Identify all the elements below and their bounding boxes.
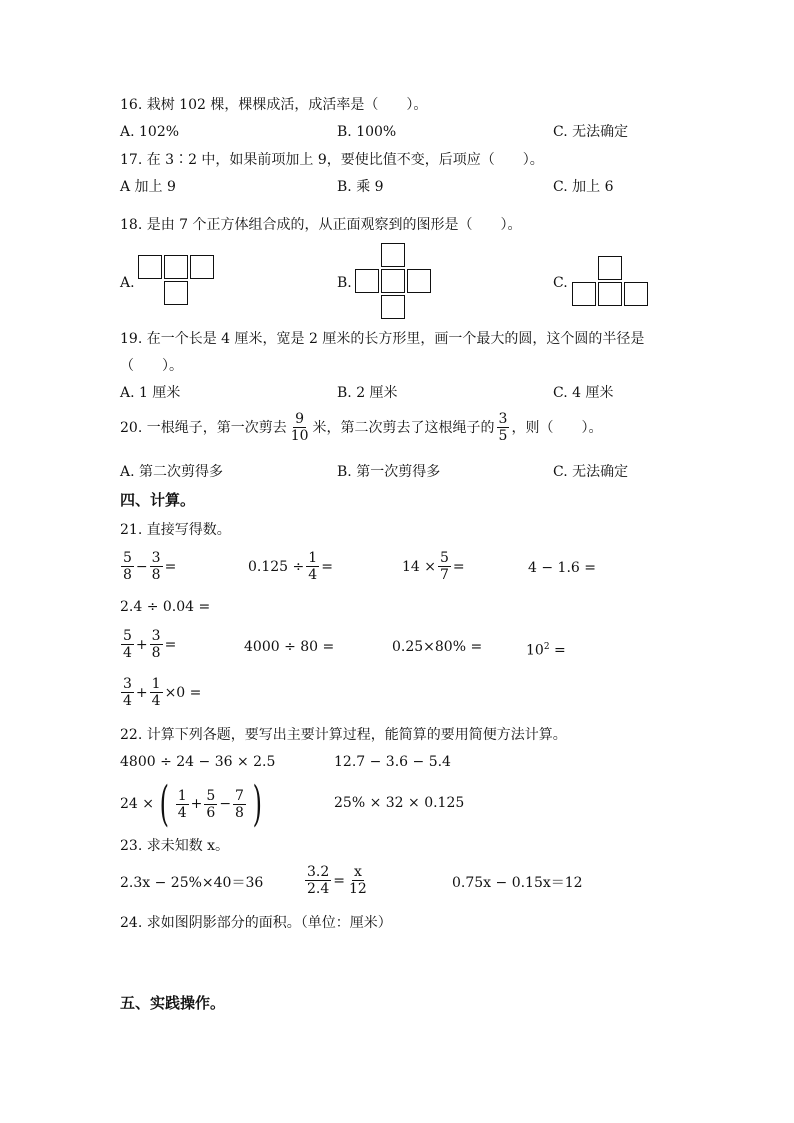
fraction (121, 676, 134, 709)
denominator: 10 (290, 428, 309, 444)
q20-text-pre: 20. 一根绳子，第一次剪去 (120, 419, 287, 436)
equals: = (164, 636, 177, 653)
q21-expr-6 (120, 628, 176, 661)
numerator: 1 (308, 550, 318, 566)
denominator: 4 (308, 567, 318, 583)
numerator: 1 (151, 676, 161, 692)
power-exponent: 2 (543, 642, 550, 652)
q21-stem: 21. 直接写得数。 (120, 522, 231, 538)
q20-text-mid: 米，第二次剪去了这根绳子的 (312, 419, 495, 436)
q18-stem: 18. 是由 7 个正方体组合成的，从正面观察到的图形是（ ）。 (120, 217, 522, 233)
numerator: 1 (177, 787, 187, 804)
denominator: 2.4 (307, 881, 330, 897)
fraction (150, 628, 163, 661)
equals: = (549, 642, 566, 659)
q19-stem: 19. 在一个长是 4 厘米，宽是 2 厘米的长方形里，画一个最大的圆，这个圆的半径是 (120, 331, 645, 347)
numerator: 3 (151, 628, 161, 644)
numerator: 3.2 (307, 864, 330, 880)
numerator: 5 (123, 628, 132, 644)
square-cell (407, 269, 431, 293)
q21-expr-1 (120, 550, 176, 583)
numerator: 3 (151, 550, 161, 566)
square-cell (164, 255, 188, 279)
q22-expr-2: 12.7 − 3.6 − 5.4 (334, 754, 451, 770)
q22-expr-4: 25% × 32 × 0.125 (334, 795, 465, 811)
denominator: 4 (123, 693, 132, 709)
q16-stem: 16. 栽树 102 棵，棵棵成活，成活率是（ ）。 (120, 97, 428, 113)
q18-figure-b (355, 243, 435, 321)
q20-option-a: A. 第二次剪得多 (120, 464, 224, 480)
denominator: 4 (123, 645, 132, 661)
q21-expr-5: 2.4 ÷ 0.04 = (120, 599, 211, 615)
equals: = (321, 558, 333, 575)
q19-option-a: A. 1 厘米 (120, 385, 181, 401)
denominator: 8 (123, 567, 132, 583)
square-cell (381, 269, 405, 293)
q17-option-b: B. 乘 9 (337, 179, 384, 195)
q23-stem: 23. 求未知数 x。 (120, 838, 230, 854)
equals: = (452, 558, 465, 575)
q21-expr-4: 4 − 1.6 = (528, 560, 596, 576)
square-cell (355, 269, 379, 293)
q18-figure-a (138, 255, 218, 307)
numerator: 7 (235, 787, 244, 804)
right-paren: ) (252, 776, 263, 832)
fraction (289, 411, 311, 444)
numerator: 5 (123, 550, 132, 566)
fraction (438, 550, 451, 583)
section-heading-4: 四、计算。 (120, 491, 196, 509)
square-cell (624, 282, 648, 306)
square-cell (572, 282, 596, 306)
equals: = (333, 872, 345, 889)
left-paren: ( (159, 776, 170, 832)
fraction (306, 550, 319, 583)
q20-stem (120, 411, 602, 444)
q19-stem-continued: （ ）。 (120, 358, 183, 374)
numerator: x (353, 864, 362, 880)
q18-option-a: A. (120, 275, 135, 291)
fraction (176, 788, 189, 821)
denominator: 8 (151, 567, 161, 583)
q23-eq-1: 2.3x − 25%×40＝36 (120, 875, 264, 891)
expr-prefix: 0.125 ÷ (248, 558, 305, 575)
expr-tail: ×0 = (164, 684, 202, 701)
q20-text-post: ，则（ ）。 (511, 419, 603, 436)
denominator: 5 (498, 428, 508, 444)
q24-stem: 24. 求如图阴影部分的面积。（单位：厘米） (120, 915, 392, 931)
q17-stem: 17. 在 3∶2 中，如果前项加上 9，要使比值不变，后项应（ ）。 (120, 152, 544, 168)
denominator: 6 (206, 804, 216, 821)
numerator: 5 (440, 550, 449, 566)
square-cell (381, 295, 405, 319)
q23-eq-2 (304, 864, 370, 897)
expr-prefix: 14 × (402, 558, 436, 575)
q19-option-b: B. 2 厘米 (337, 385, 398, 401)
q23-eq-3: 0.75x − 0.15x＝12 (452, 875, 583, 891)
operator: + (135, 684, 148, 701)
fraction (497, 411, 510, 444)
fraction (204, 788, 217, 821)
q16-option-c: C. 无法确定 (553, 124, 629, 140)
fraction (347, 864, 369, 897)
fraction (233, 788, 246, 821)
fraction (121, 550, 134, 583)
q17-option-a: A 加上 9 (120, 179, 176, 195)
q22-expr-1: 4800 ÷ 24 − 36 × 2.5 (120, 754, 276, 770)
q18-figure-c (572, 256, 652, 308)
q21-expr-3 (402, 550, 465, 583)
fraction (121, 628, 134, 661)
numerator: 3 (123, 676, 132, 692)
numerator: 5 (206, 787, 216, 804)
q21-expr-7: 4000 ÷ 80 = (244, 639, 335, 655)
square-cell (381, 243, 405, 267)
q16-option-b: B. 100% (337, 124, 397, 140)
q18-option-b: B. (337, 275, 352, 291)
operator: − (135, 558, 148, 575)
denominator: 8 (151, 645, 161, 661)
numerator: 3 (498, 411, 508, 427)
operator: − (219, 796, 232, 812)
fraction (305, 864, 331, 897)
q21-expr-9 (526, 638, 566, 660)
denominator: 7 (440, 567, 449, 583)
square-cell (190, 255, 214, 279)
q18-option-c: C. (553, 275, 568, 291)
operator: + (135, 636, 148, 653)
expr-prefix: 24 × (120, 796, 154, 812)
q21-expr-8: 0.25×80% = (392, 639, 483, 655)
q22-stem: 22. 计算下列各题，要写出主要计算过程，能简算的要用简便方法计算。 (120, 727, 567, 743)
square-cell (138, 255, 162, 279)
q21-expr-2 (248, 550, 333, 583)
numerator: 9 (295, 411, 305, 427)
denominator: 4 (177, 804, 187, 821)
q22-expr-3 (120, 776, 267, 832)
operator: + (190, 796, 203, 812)
q19-option-c: C. 4 厘米 (553, 385, 614, 401)
fraction (150, 550, 163, 583)
q20-option-b: B. 第一次剪得多 (337, 464, 441, 480)
denominator: 8 (235, 804, 244, 821)
q16-option-a: A. 102% (120, 124, 180, 140)
q21-expr-10 (120, 676, 201, 709)
square-cell (164, 281, 188, 305)
fraction (150, 676, 163, 709)
q20-option-c: C. 无法确定 (553, 464, 629, 480)
denominator: 12 (349, 881, 367, 897)
q17-option-c: C. 加上 6 (553, 179, 614, 195)
square-cell (598, 282, 622, 306)
power-base: 10 (526, 642, 544, 659)
equals: = (164, 558, 177, 575)
denominator: 4 (151, 693, 161, 709)
square-cell (598, 256, 622, 280)
section-heading-5: 五、实践操作。 (120, 994, 226, 1012)
